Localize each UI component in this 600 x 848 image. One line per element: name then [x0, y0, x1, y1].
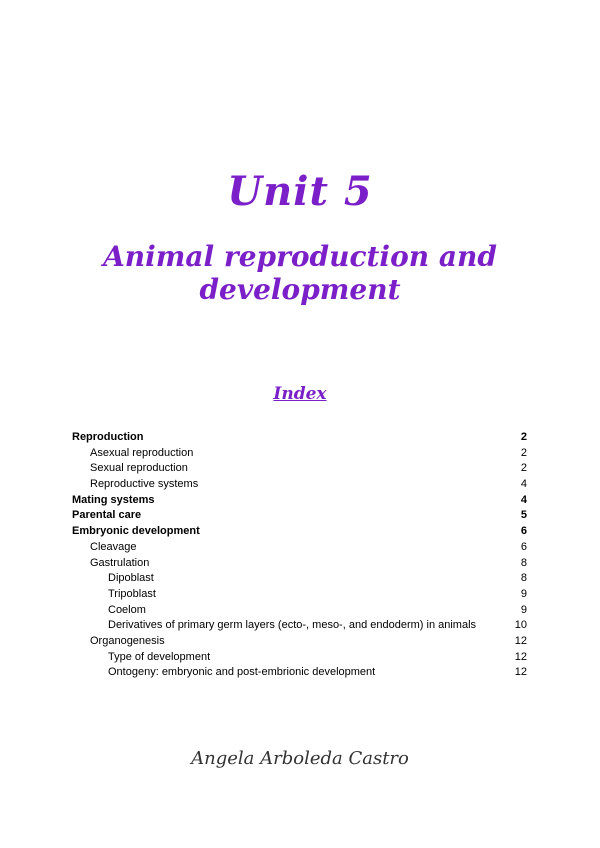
toc-entry-label: Reproductive systems: [90, 478, 199, 491]
toc-entry-label: Embryonic development: [72, 525, 200, 538]
toc-entry-page: 9: [520, 587, 527, 600]
toc-entry[interactable]: [72, 477, 527, 493]
toc-entry-label: Sexual reproduction: [90, 462, 188, 475]
table-of-contents: [72, 430, 527, 681]
toc-entry-label: Derivatives of primary germ layers (ecto-, meso-, and endoderm) in animals: [108, 619, 477, 632]
toc-entry[interactable]: [72, 571, 527, 587]
toc-entry-label: Type of development: [108, 650, 211, 663]
toc-entry-page: 4: [520, 478, 527, 491]
toc-entry[interactable]: [72, 587, 527, 603]
toc-entry-label: Reproduction: [72, 431, 144, 443]
toc-entry[interactable]: [72, 634, 527, 650]
toc-entry[interactable]: [72, 650, 527, 666]
author-signature: Angela Arboleda Castro: [191, 748, 409, 769]
toc-entry-label: Gastrulation: [90, 556, 150, 569]
toc-entry-label: Parental care: [72, 509, 142, 522]
toc-entry[interactable]: [72, 556, 527, 572]
toc-entry-page: 8: [520, 572, 527, 585]
toc-entry-page: 6: [520, 525, 527, 538]
toc-entry[interactable]: [72, 665, 527, 681]
toc-entry-label: Tripoblast: [108, 587, 156, 600]
toc-entry-page: 2: [520, 446, 527, 459]
toc-entry-page: 10: [514, 619, 527, 632]
toc-entry-page: 12: [514, 666, 527, 679]
toc-entry-label: Cleavage: [90, 540, 137, 553]
toc-entry[interactable]: [72, 508, 527, 524]
toc-entry-page: 2: [520, 431, 527, 443]
toc-entry[interactable]: [72, 493, 527, 509]
toc-entry-label: Organogenesis: [90, 634, 165, 647]
toc-entry-page: 9: [520, 603, 527, 616]
toc-entry-page: 2: [520, 462, 527, 475]
toc-entry-page: 5: [520, 509, 527, 522]
toc-entry-label: Ontogeny: embryonic and post-embrionic development: [108, 666, 376, 679]
toc-entry[interactable]: [72, 618, 527, 634]
document-subtitle: Animal reproduction and development: [103, 240, 497, 306]
toc-entry-label: Coelom: [108, 603, 146, 616]
toc-entry-page: 12: [514, 650, 527, 663]
toc-entry-label: Dipoblast: [108, 572, 154, 585]
toc-entry[interactable]: [72, 524, 527, 540]
toc-entry[interactable]: [72, 540, 527, 556]
toc-entry-page: 6: [520, 540, 527, 553]
index-heading: Index: [273, 384, 327, 404]
toc-entry[interactable]: [72, 461, 527, 477]
unit-title: Unit 5: [227, 168, 373, 215]
toc-entry[interactable]: [72, 430, 527, 446]
toc-entry-page: 4: [520, 493, 527, 506]
toc-entry-page: 8: [520, 556, 527, 569]
toc-entry[interactable]: [72, 446, 527, 462]
toc-entry-page: 12: [514, 634, 527, 647]
toc-entry[interactable]: [72, 603, 527, 619]
toc-entry-label: Mating systems: [72, 493, 155, 506]
toc-entry-label: Asexual reproduction: [90, 446, 194, 459]
